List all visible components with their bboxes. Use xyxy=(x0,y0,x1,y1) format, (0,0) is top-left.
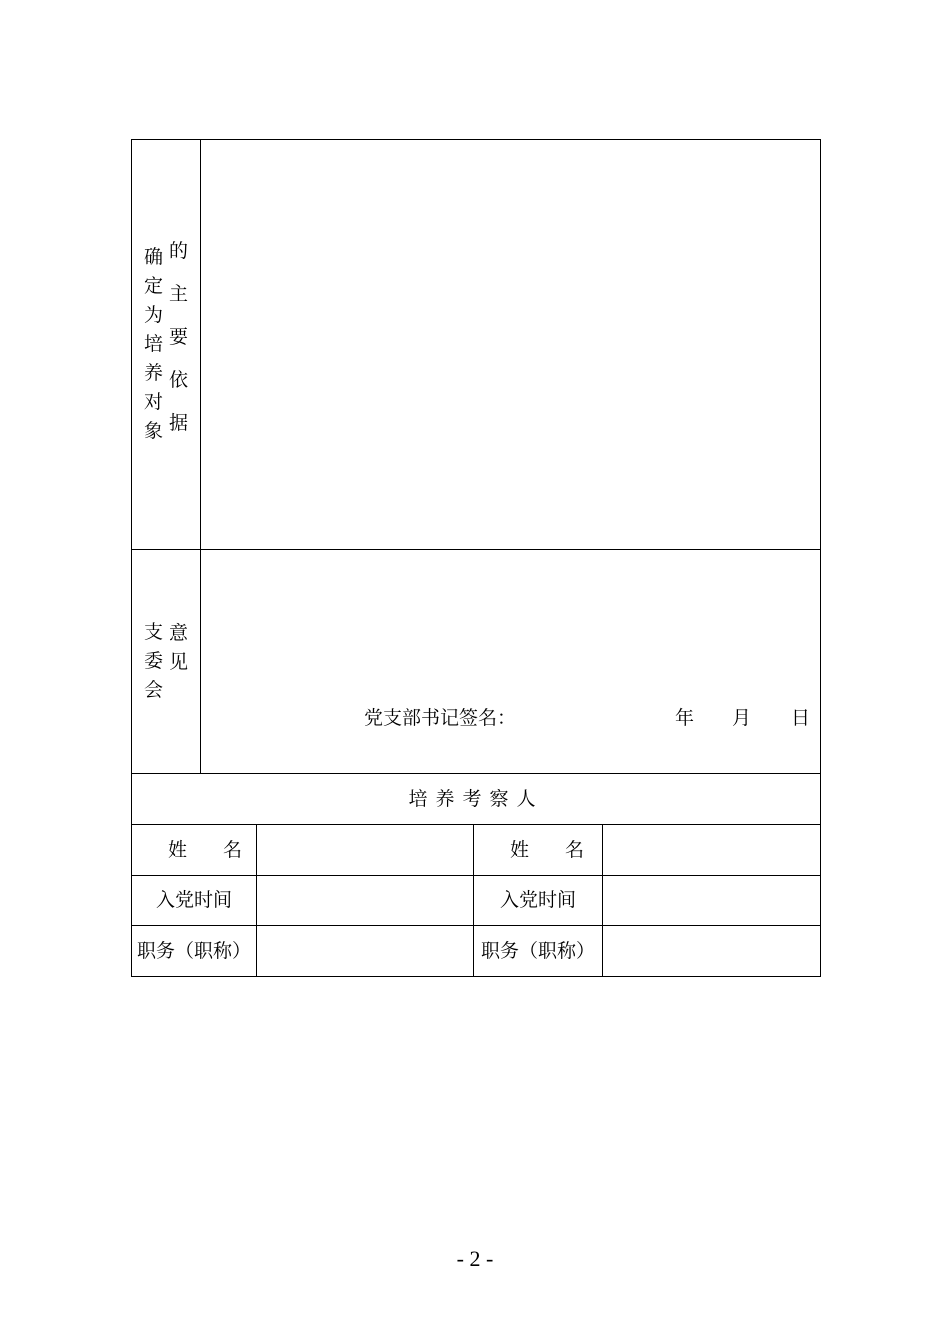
committee-opinion-row xyxy=(132,550,821,774)
application-form-table xyxy=(131,139,821,977)
date-day-label: 日 xyxy=(791,707,811,729)
trainer-join-time-row xyxy=(132,876,821,926)
basis-content-cell[interactable] xyxy=(201,140,821,550)
date-year-label: 年 xyxy=(675,707,695,729)
trainer-2-name-field[interactable] xyxy=(603,825,821,876)
trainer-1-position-label: 职务（职称） xyxy=(132,926,257,977)
basis-label-cell xyxy=(132,140,201,550)
trainer-2-name-text: 姓名 xyxy=(510,838,621,861)
committee-label-char: 委 xyxy=(143,650,163,672)
basis-label-column-1 xyxy=(144,243,163,446)
date-month-label: 月 xyxy=(732,707,752,729)
trainer-header-row xyxy=(132,774,821,825)
basis-label-char: 要 xyxy=(169,326,189,348)
trainer-1-name-field[interactable] xyxy=(257,825,474,876)
basis-label-column-2 xyxy=(169,230,188,445)
trainer-name-row xyxy=(132,825,821,876)
trainer-2-position-label: 职务（职称） xyxy=(474,926,603,977)
committee-label-char: 见 xyxy=(169,650,189,673)
trainer-1-position-field[interactable] xyxy=(257,926,474,977)
basis-label-char: 培 xyxy=(143,333,163,355)
trainer-1-name-text: 姓名 xyxy=(168,838,279,861)
basis-label-char: 据 xyxy=(169,412,189,434)
basis-label-char: 为 xyxy=(143,304,163,326)
basis-label-char: 依 xyxy=(169,369,189,391)
basis-label-char: 对 xyxy=(143,391,163,413)
trainer-2-position-field[interactable] xyxy=(603,926,821,977)
committee-label-column-1 xyxy=(144,618,163,705)
committee-label-column-2 xyxy=(169,619,188,677)
committee-label-char: 意 xyxy=(169,621,189,644)
trainer-1-name-label xyxy=(132,825,279,876)
committee-label-cell xyxy=(132,550,201,774)
basis-label-char: 养 xyxy=(143,362,163,384)
trainer-2-name-label xyxy=(474,825,621,876)
trainer-1-join-time-field[interactable] xyxy=(257,876,474,926)
secretary-signature-label: 党支部书记签名： xyxy=(364,707,517,729)
basis-label-char: 主 xyxy=(169,283,189,305)
basis-label-char: 定 xyxy=(143,275,163,297)
basis-row xyxy=(132,140,821,550)
page-number: - 2 - xyxy=(456,1246,494,1271)
trainer-2-join-time-field[interactable] xyxy=(603,876,821,926)
trainer-position-row xyxy=(132,926,821,977)
basis-label-char: 的 xyxy=(169,240,189,262)
trainer-1-join-time-label: 入党时间 xyxy=(132,876,257,926)
committee-opinion-cell[interactable] xyxy=(201,550,821,774)
trainer-2-join-time-label: 入党时间 xyxy=(474,876,603,926)
committee-label-char: 支 xyxy=(143,621,163,643)
trainer-header: 培养考察人 xyxy=(132,774,821,825)
basis-label-char: 确 xyxy=(143,246,163,268)
basis-label-char: 象 xyxy=(143,420,163,442)
committee-label-char: 会 xyxy=(143,679,163,701)
